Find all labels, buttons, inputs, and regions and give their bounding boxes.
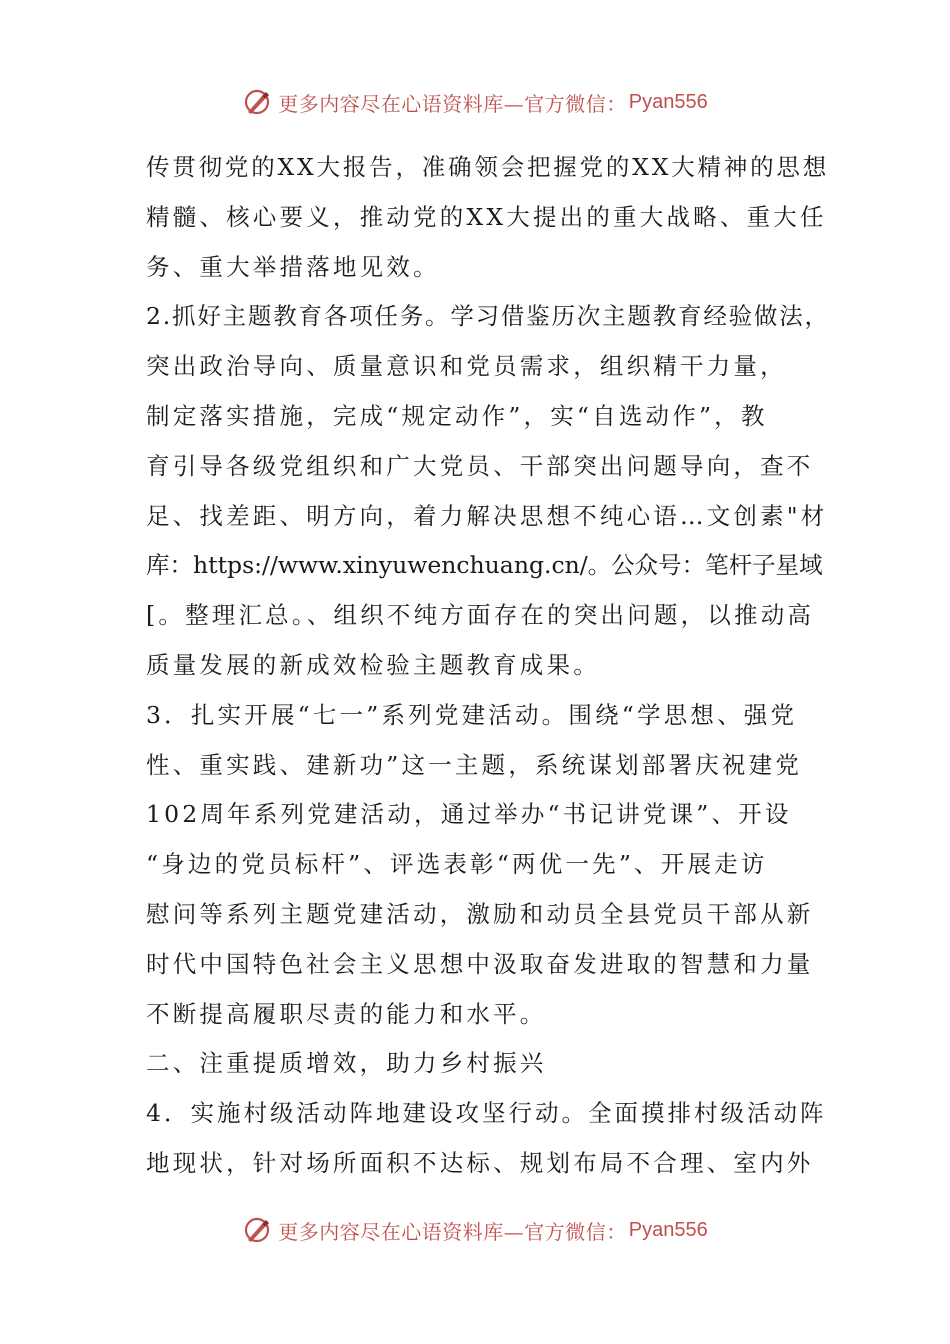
pen-circle-logo-icon	[242, 87, 272, 117]
body-line: 4．实施村级活动阵地建设攻坚行动。全面摸排村级活动阵	[146, 1099, 827, 1128]
body-line-url: 库：https://www.xinyuwenchuang.cn/。公众号：笔杆子星域	[146, 551, 823, 580]
body-line: [。整理汇总。、组织不纯方面存在的突出问题，以推动高	[146, 601, 815, 630]
body-line: 务、重大举措落地见效。	[146, 252, 440, 281]
body-line: 慰问等系列主题党建活动，激励和动员全县党员干部从新	[146, 899, 814, 928]
document-body	[146, 143, 830, 1189]
body-line: 突出政治导向、质量意识和党员需求，组织精干力量，	[146, 352, 787, 381]
footer-wechat-id: Pyan556	[628, 1218, 708, 1241]
body-line: 地现状，针对场所面积不达标、规划布局不合理、室内外	[146, 1148, 814, 1177]
header-banner	[0, 80, 950, 124]
header-banner-text: 更多内容尽在心语资料库—官方微信：	[278, 91, 627, 116]
header-wechat-id: Pyan556	[628, 90, 708, 113]
body-line: 性、重实践、建新功”这一主题，系统谋划部署庆祝建党	[146, 750, 803, 779]
footer-banner	[0, 1208, 950, 1252]
body-line: 制定落实措施，完成“规定动作”，实“自选动作”，教	[146, 401, 768, 430]
body-line: 时代中国特色社会主义思想中汲取奋发进取的智慧和力量	[146, 949, 814, 978]
body-line: 精髓、核心要义，推动党的XX大提出的重大战略、重大任	[146, 202, 827, 231]
body-line: “身边的党员标杆”、评选表彰“两优一先”、开展走访	[146, 850, 768, 879]
body-line: 质量发展的新成效检验主题教育成果。	[146, 650, 600, 679]
body-line: 足、找差距、明方向，着力解决思想不纯心语…文创素"材	[146, 501, 828, 530]
pen-circle-logo-icon	[242, 1215, 272, 1245]
footer-banner-text: 更多内容尽在心语资料库—官方微信：	[278, 1219, 627, 1244]
body-line: 不断提高履职尽责的能力和水平。	[146, 999, 547, 1028]
body-line: 3．扎实开展“七一”系列党建活动。围绕“学思想、强党	[146, 700, 798, 729]
body-line: 2.抓好主题教育各项任务。学习借鉴历次主题教育经验做法，	[146, 302, 830, 331]
body-line: 102周年系列党建活动，通过举办“书记讲党课”、开设	[146, 800, 792, 829]
body-line: 育引导各级党组织和广大党员、干部突出问题导向，查不	[146, 451, 814, 480]
body-line: 传贯彻党的XX大报告，准确领会把握党的XX大精神的思想	[146, 153, 830, 181]
section-heading: 二、注重提质增效，助力乡村振兴	[146, 1049, 547, 1078]
